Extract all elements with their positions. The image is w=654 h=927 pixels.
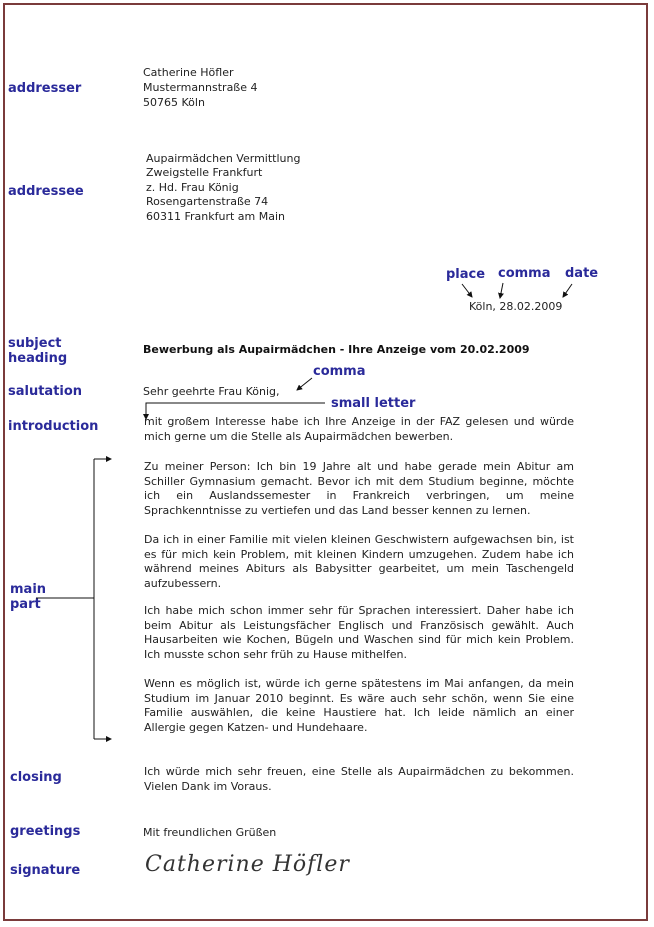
- arrow-date: [563, 284, 572, 297]
- label-date: date: [565, 266, 599, 281]
- label-main-part: main part: [10, 582, 47, 612]
- subject-line: Bewerbung als Aupairmädchen - Ihre Anzeige vom 20.02.2009: [143, 343, 530, 356]
- label-introduction: introduction: [8, 419, 99, 434]
- recipient-line-2: Zweigstelle Frankfurt: [146, 166, 263, 179]
- label-comma-date: comma: [498, 266, 551, 281]
- salutation-text: Sehr geehrte Frau König,: [143, 385, 280, 398]
- signature-script: Catherine Höfler: [145, 852, 350, 877]
- label-closing: closing: [10, 770, 62, 785]
- arrow-comma-date: [500, 283, 503, 298]
- sender-name: Catherine Höfler: [143, 66, 234, 79]
- label-small-letter: small letter: [331, 396, 416, 411]
- label-greetings: greetings: [10, 824, 81, 839]
- recipient-line-5: 60311 Frankfurt am Main: [146, 210, 286, 223]
- introduction-paragraph: mit großem Interesse habe ich Ihre Anzeige in der FAZ gelesen und würde mich gerne um die Stelle als Aupairmädchen bewerben.: [144, 415, 574, 443]
- main-paragraph-3: Ich habe mich schon immer sehr für Sprachen interessiert. Daher habe ich beim Abitur als Leistungsfächer Englisch und Französisch gewählt. Auch Hausarbeiten wie Kochen, Bügeln und Waschen sind für mich kein Problem. Ich musste schon sehr früh zu Hause mithelfen.: [144, 604, 574, 662]
- label-addresser: addresser: [8, 81, 82, 96]
- label-place: place: [446, 267, 486, 282]
- main-paragraph-1: Zu meiner Person: Ich bin 19 Jahre alt und habe gerade mein Abitur am Schiller Gymnasium gemacht. Bevor ich mit dem Studium beginne, möchte ich ein Auslandssemester in Frankreich verbringen, um meine Sprachkenntnisse zu vertiefen und das Land besser kennen zu lernen.: [144, 460, 574, 518]
- label-signature: signature: [10, 863, 81, 878]
- recipient-line-3: z. Hd. Frau König: [146, 181, 239, 194]
- sender-city: 50765 Köln: [143, 96, 205, 109]
- recipient-line-1: Aupairmädchen Vermittlung: [146, 152, 301, 165]
- label-subject-heading: subject heading: [8, 336, 68, 366]
- main-paragraph-4: Wenn es möglich ist, würde ich gerne spätestens im Mai anfangen, da mein Studium im Januar 2010 beginnt. Es wäre auch sehr schön, wenn Sie eine Familie auswählen, die keine Haustiere hat. Ich leide nämlich an einer Allergie gegen Katzen- und Hundehaare.: [144, 677, 574, 735]
- main-paragraph-2: Da ich in einer Familie mit vielen kleinen Geschwistern aufgewachsen bin, ist es für mich kein Problem, mit kleinen Kindern umzugehen. Zudem habe ich während meines Abiturs als Babysitter gearbeitet, um mein Taschengeld aufzubessern.: [144, 533, 574, 591]
- arrow-comma-salutation: [297, 378, 312, 390]
- arrow-small-letter: [146, 403, 325, 419]
- place-date: Köln, 28.02.2009: [469, 300, 563, 313]
- closing-paragraph: Ich würde mich sehr freuen, eine Stelle als Aupairmädchen zu bekommen. Vielen Dank im Voraus.: [144, 765, 574, 793]
- label-comma-salutation: comma: [313, 364, 366, 379]
- recipient-line-4: Rosengartenstraße 74: [146, 195, 269, 208]
- arrow-place: [462, 284, 472, 297]
- sender-street: Mustermannstraße 4: [143, 81, 258, 94]
- label-addressee: addressee: [8, 184, 84, 199]
- greeting-text: Mit freundlichen Grüßen: [143, 826, 277, 839]
- label-salutation: salutation: [8, 384, 83, 399]
